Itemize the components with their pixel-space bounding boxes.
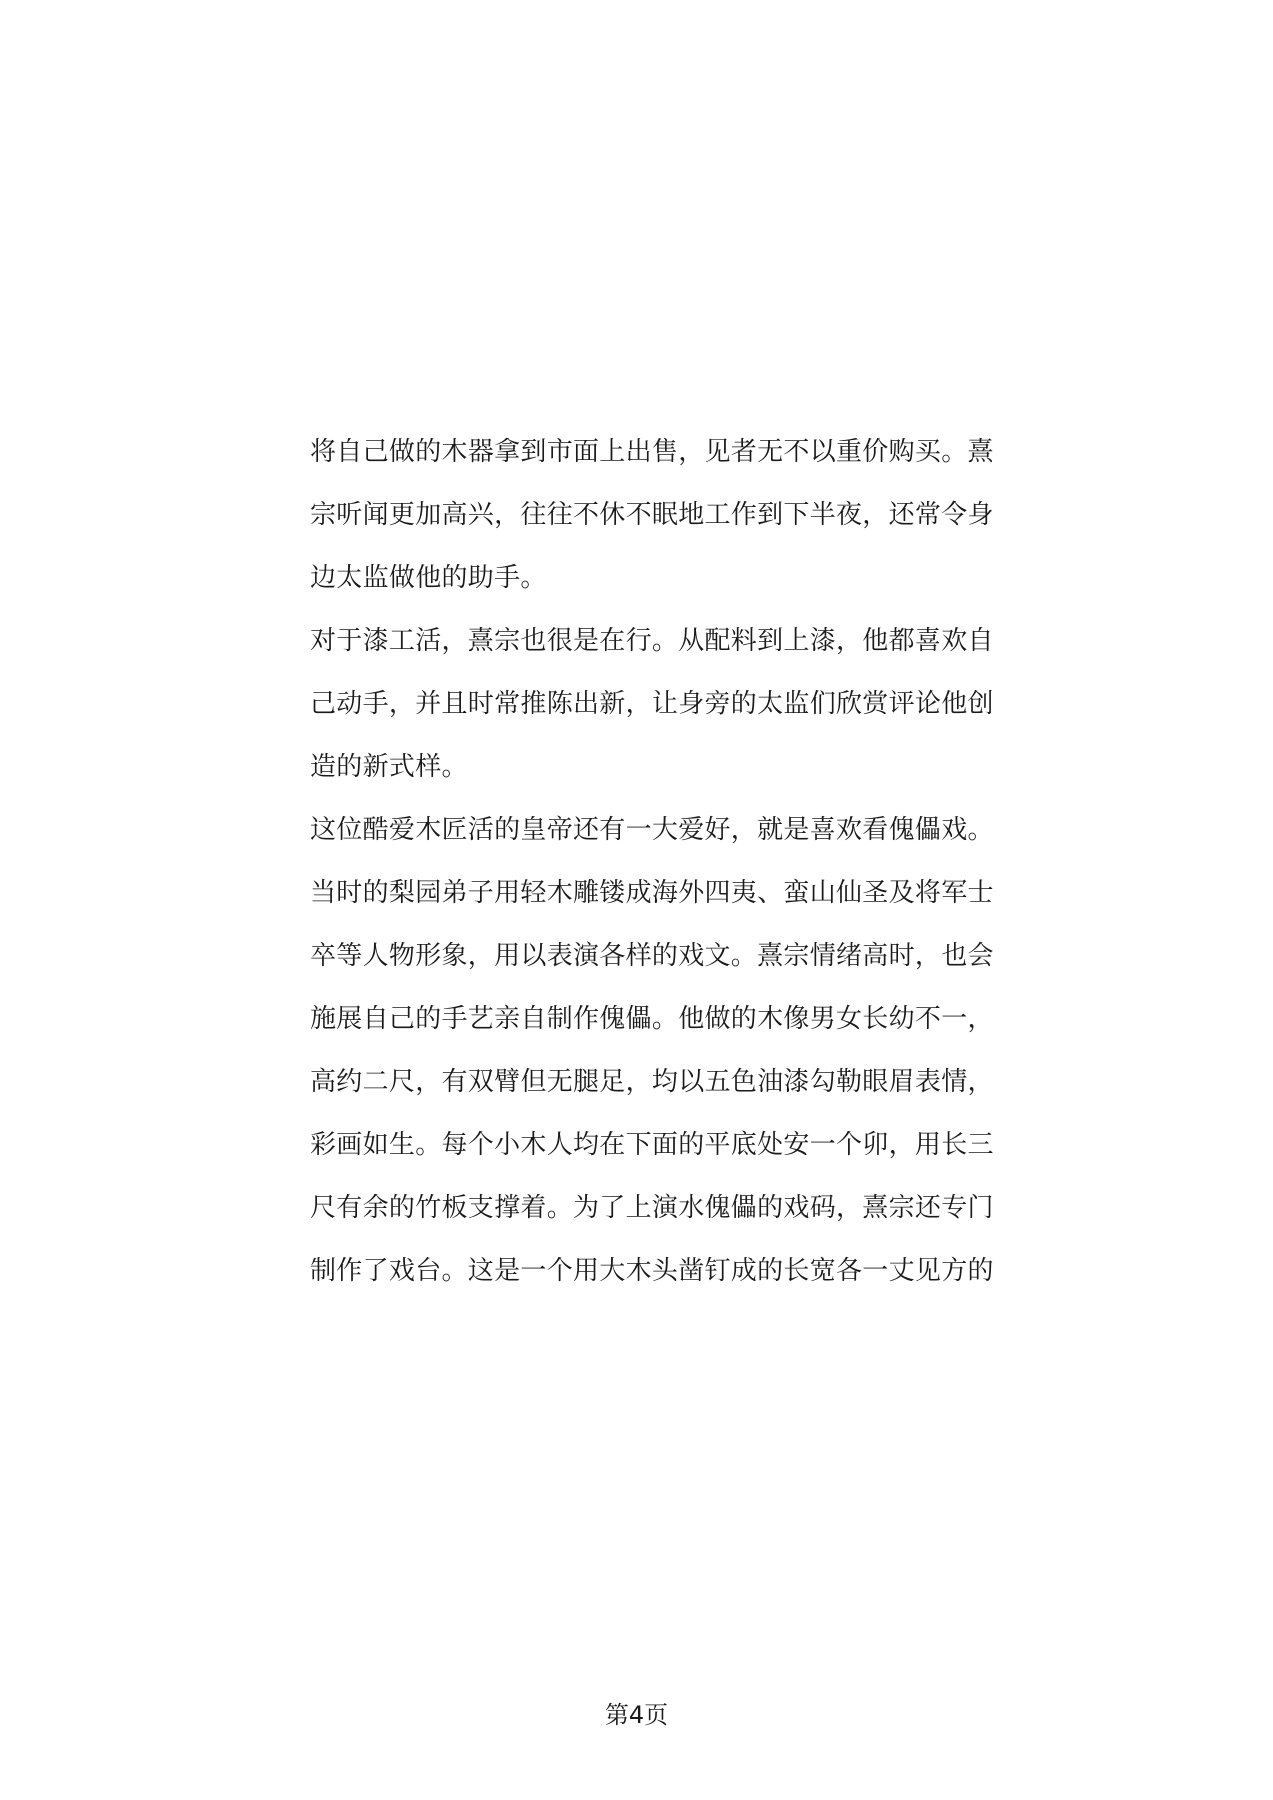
text-line: 尺有余的竹板支撑着。为了上演水傀儡的戏码，熹宗还专门 — [310, 1193, 994, 1223]
text-line: 对于漆工活，熹宗也很是在行。从配料到上漆，他都喜欢自 — [310, 626, 994, 656]
text-line: 高约二尺，有双臂但无腿足，均以五色油漆勾勒眼眉表情， — [310, 1067, 994, 1097]
text-line: 卒等人物形象，用以表演各样的戏文。熹宗情绪高时，也会 — [310, 941, 994, 971]
page-number: 第4页 — [604, 1701, 669, 1729]
text-line: 这位酷爱木匠活的皇帝还有一大爱好，就是喜欢看傀儡戏。 — [310, 815, 994, 845]
text-line: 彩画如生。每个小木人均在下面的平底处安一个卯，用长三 — [310, 1130, 994, 1160]
text-line: 制作了戏台。这是一个用大木头凿钉成的长宽各一丈见方的 — [310, 1256, 994, 1286]
text-line: 将自己做的木器拿到市面上出售，见者无不以重价购买。熹 — [310, 437, 994, 467]
text-line: 宗听闻更加高兴，往往不休不眠地工作到下半夜，还常令身 — [310, 500, 994, 530]
document-body — [310, 426, 1000, 1308]
text-line: 施展自己的手艺亲自制作傀儡。他做的木像男女长幼不一， — [310, 1004, 994, 1034]
text-line: 边太监做他的助手。 — [310, 563, 547, 593]
text-line: 造的新式样。 — [310, 752, 468, 782]
text-line: 己动手，并且时常推陈出新，让身旁的太监们欣赏评论他创 — [310, 689, 994, 719]
text-line: 当时的梨园弟子用轻木雕镂成海外四夷、蛮山仙圣及将军士 — [310, 878, 994, 908]
